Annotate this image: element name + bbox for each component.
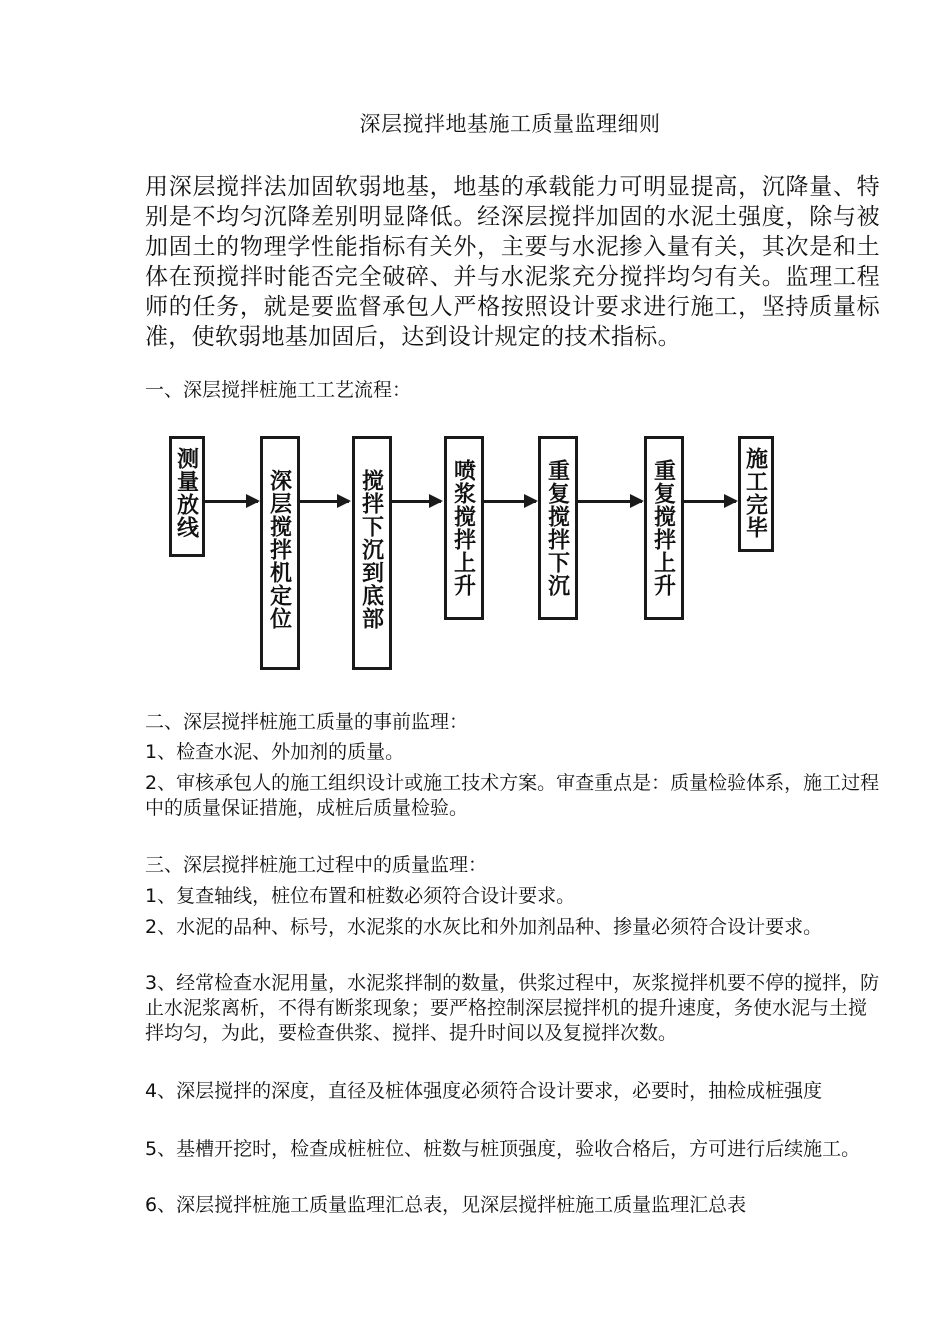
flow-arrow bbox=[681, 500, 736, 503]
intro-paragraph: 用深层搅拌法加固软弱地基，地基的承载能力可明显提高，沉降量、特别是不均匀沉降差别明显降低。经深层搅拌加固的水泥土强度，除与被加固土的物理学性能指标有关外，主要与水泥掺入量有关，其次是和土体在预搅拌时能否完全破碎、并与水泥浆充分搅拌均匀有关。监理工程师的任务，就是要监督承包人严格按照设计要求进行施工，坚持质量标准，使软弱地基加固后，达到设计规定的技术指标。 bbox=[145, 174, 880, 350]
flow-step-survey bbox=[169, 436, 205, 557]
section3-item: 4、深层搅拌的深度，直径及桩体强度必须符合设计要求，必要时，抽检成桩强度 bbox=[145, 1080, 823, 1102]
flow-step-mix-sink bbox=[352, 436, 392, 670]
flow-step-label: 喷浆搅拌上升 bbox=[450, 459, 477, 597]
flow-step-label: 深层搅拌机定位 bbox=[266, 469, 293, 630]
process-flowchart bbox=[145, 420, 805, 685]
flow-arrow bbox=[389, 500, 441, 503]
section1-heading: 一、深层搅拌桩施工工艺流程： bbox=[145, 379, 412, 401]
section2-item: 1、检查水泥、外加剂的质量。 bbox=[145, 741, 405, 763]
flow-step-label: 施工完毕 bbox=[742, 447, 769, 539]
flow-arrow bbox=[202, 500, 258, 503]
flow-arrow bbox=[297, 500, 349, 503]
flow-step-label: 重复搅拌上升 bbox=[650, 459, 677, 597]
flow-step-position-mixer bbox=[260, 436, 300, 670]
section2-item: 2、审核承包人的施工组织设计或施工技术方案。审查重点是：质量检验体系，施工过程中的质量保证措施，成桩后质量检验。 bbox=[145, 772, 880, 819]
section3-item: 5、基槽开挖时，检查成桩桩位、桩数与桩顶强度，验收合格后，方可进行后续施工。 bbox=[145, 1138, 861, 1160]
section2-heading: 二、深层搅拌桩施工质量的事前监理： bbox=[145, 711, 469, 733]
flow-step-label: 搅拌下沉到底部 bbox=[358, 469, 385, 630]
section3-item: 1、复查轴线，桩位布置和桩数必须符合设计要求。 bbox=[145, 885, 576, 907]
section3-heading: 三、深层搅拌桩施工过程中的质量监理： bbox=[145, 854, 488, 876]
section3-item: 6、深层搅拌桩施工质量监理汇总表，见深层搅拌桩施工质量监理汇总表 bbox=[145, 1194, 747, 1216]
flow-step-repeat-lift bbox=[644, 436, 684, 620]
flow-arrow bbox=[481, 500, 536, 503]
flow-arrow bbox=[575, 500, 642, 503]
section3-item: 3、经常检查水泥用量，水泥浆拌制的数量，供浆过程中，灰浆搅拌机要不停的搅拌，防止水泥浆离析，不得有断浆现象；要严格控制深层搅拌机的提升速度，务使水泥与土搅拌均匀，为此，要检查供浆、搅拌、提升时间以及复搅拌次数。 bbox=[145, 972, 880, 1044]
flow-step-label: 重复搅拌下沉 bbox=[544, 459, 571, 597]
flow-step-label: 测量放线 bbox=[173, 447, 200, 539]
flow-step-complete bbox=[738, 436, 774, 552]
document-title: 深层搅拌地基施工质量监理细则 bbox=[359, 112, 661, 136]
flow-step-grout-lift bbox=[444, 436, 484, 620]
flow-step-repeat-sink bbox=[538, 436, 578, 620]
section3-item: 2、水泥的品种、标号，水泥浆的水灰比和外加剂品种、掺量必须符合设计要求。 bbox=[145, 916, 823, 938]
